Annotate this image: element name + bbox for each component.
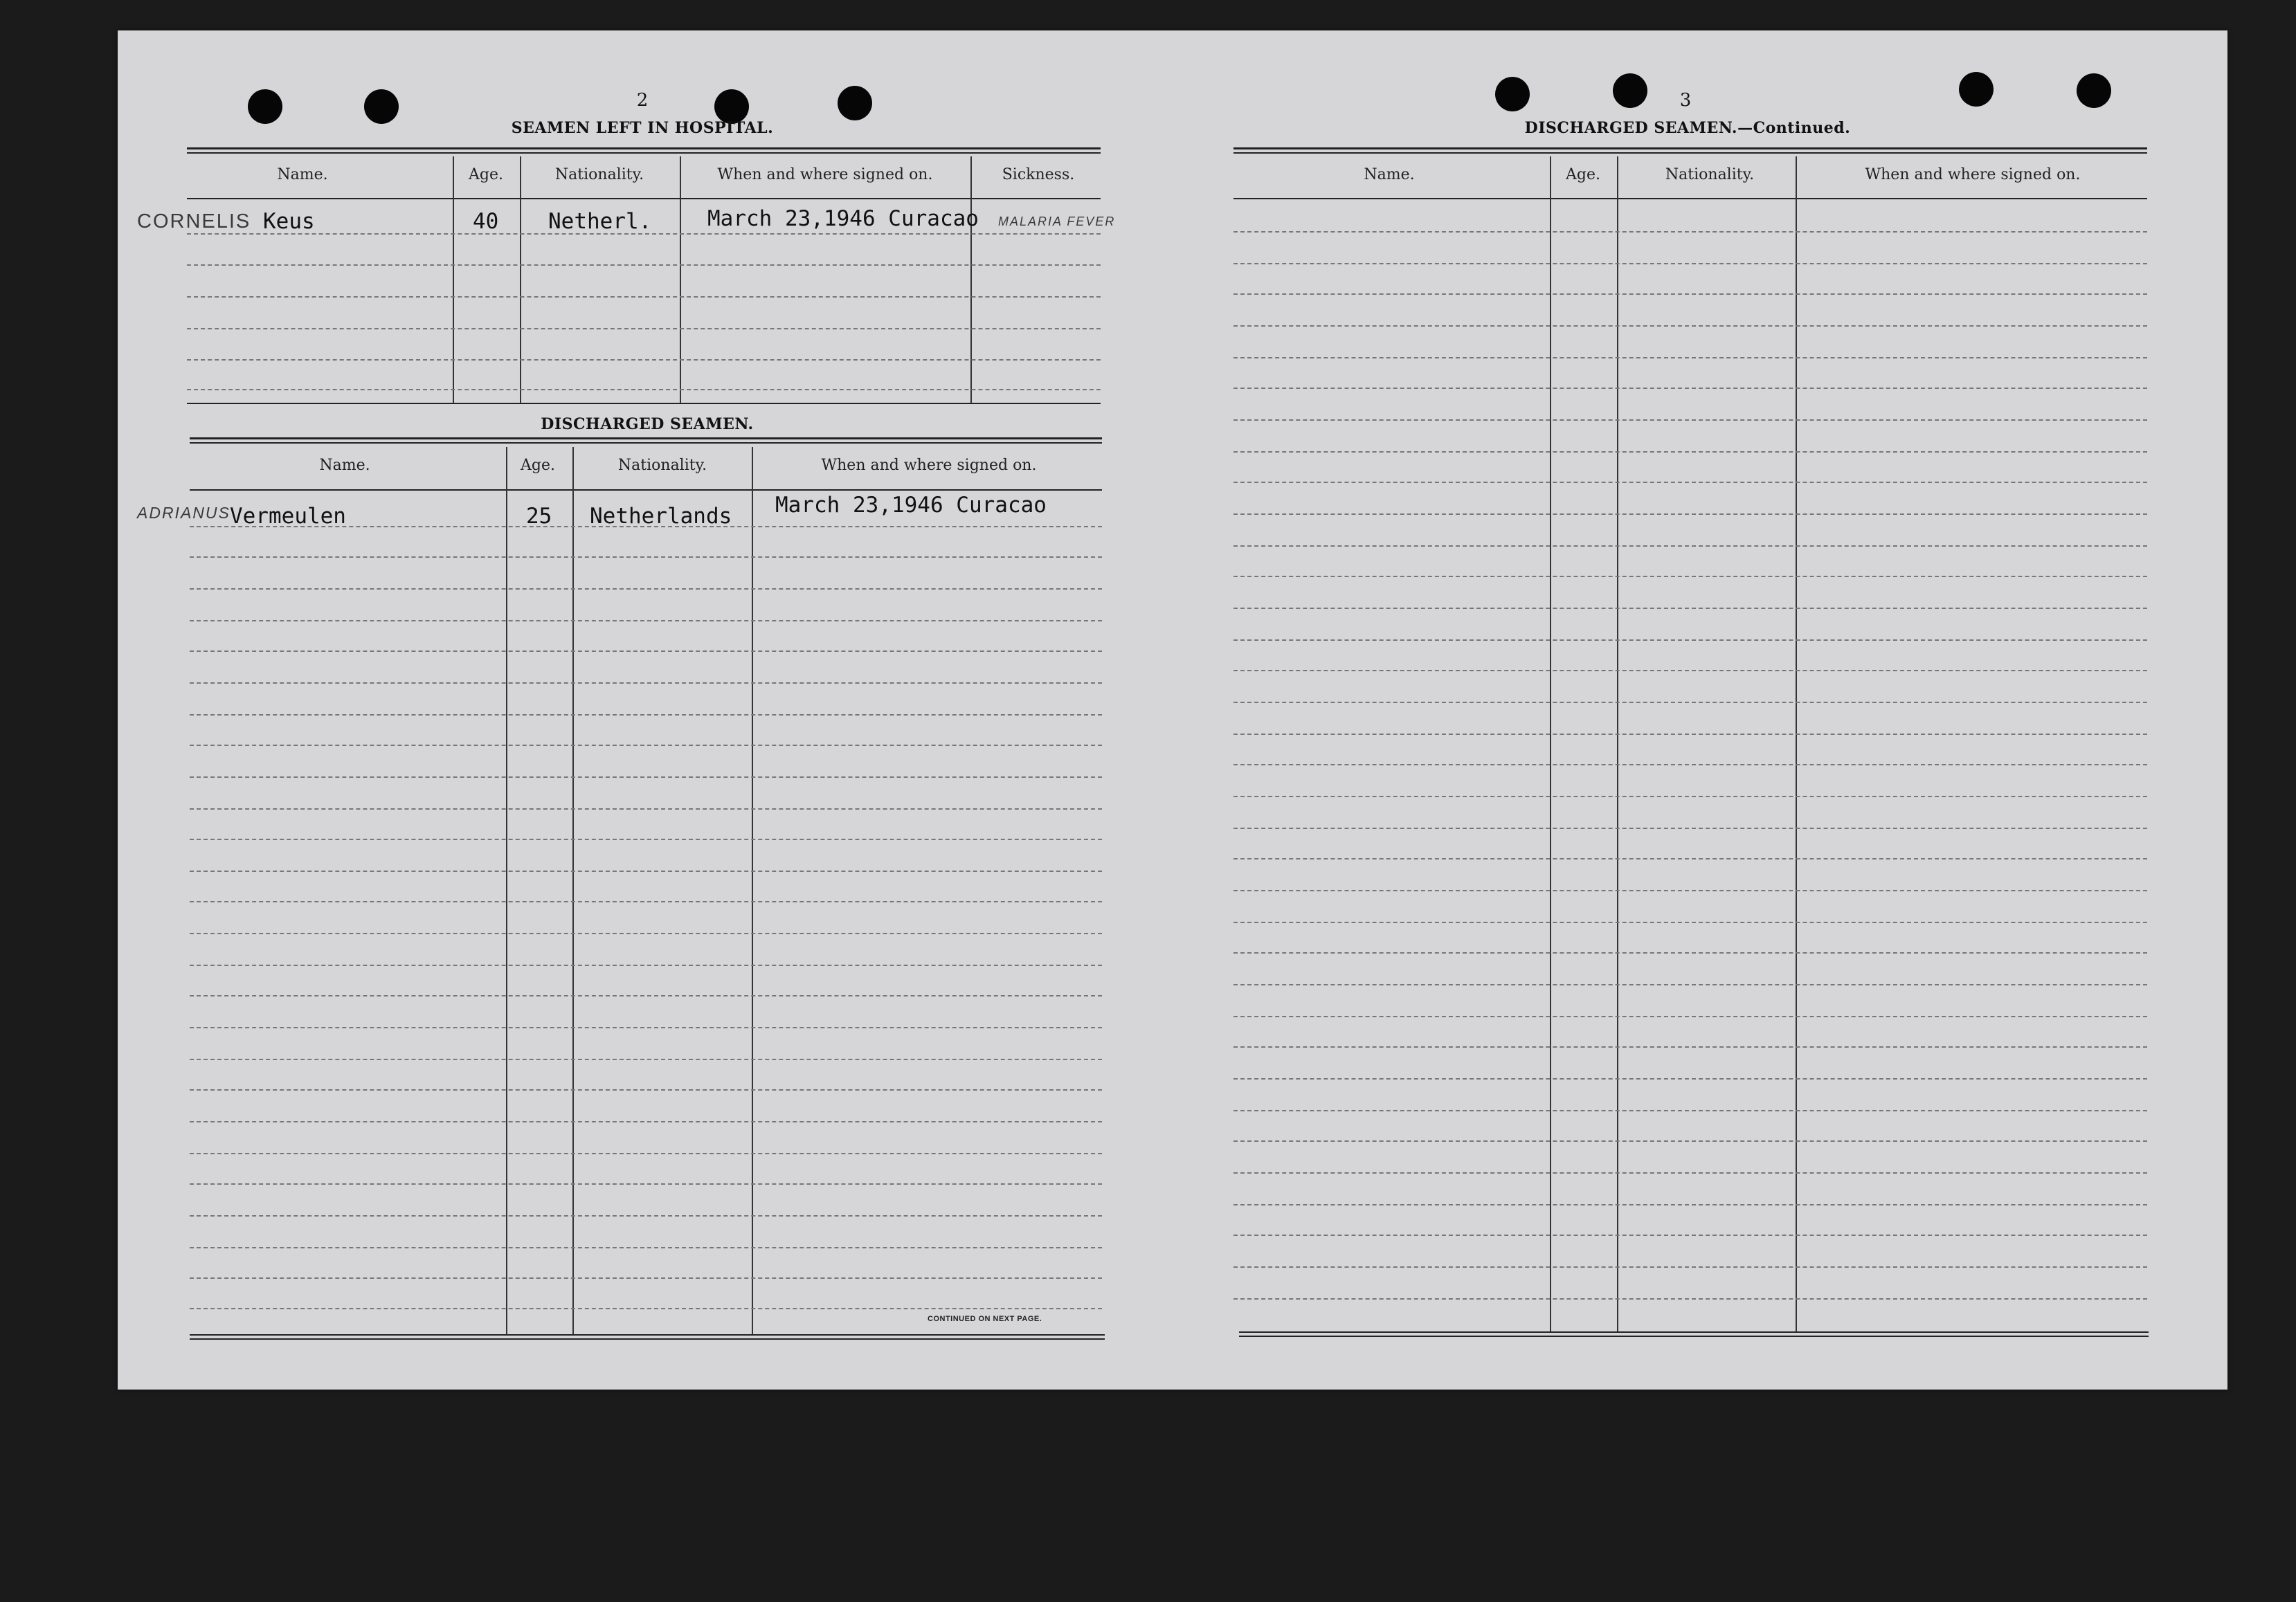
hospital-entry-sickness: MALARIA FEVER xyxy=(998,215,1116,228)
right-row-line xyxy=(1233,764,2147,765)
hospital-entry-first-name: CORNELIS xyxy=(137,210,251,233)
page-number-right: 3 xyxy=(1679,90,1692,111)
discharged-row-line xyxy=(190,1027,1102,1028)
right-row-line xyxy=(1233,1172,2147,1174)
discharged-row-line xyxy=(190,965,1102,966)
hospital-bottom-rule xyxy=(187,403,1101,404)
discharged-row-line xyxy=(190,901,1102,902)
hospital-header-name: Name. xyxy=(277,166,328,183)
discharged-header-nationality: Nationality. xyxy=(617,457,707,474)
hospital-row-line xyxy=(187,264,1101,266)
discharged-row-line xyxy=(190,1059,1102,1060)
right-header-nationality: Nationality. xyxy=(1665,166,1755,183)
right-row-line xyxy=(1233,670,2147,671)
hospital-entry-signed-on: March 23,1946 Curacao xyxy=(707,206,979,231)
hospital-divider-2 xyxy=(520,156,521,403)
hospital-top-rule xyxy=(187,147,1101,149)
discharged-row-line xyxy=(190,871,1102,872)
discharged-row-line xyxy=(190,650,1102,652)
right-row-line xyxy=(1233,293,2147,295)
discharged-header-signed-on: When and where signed on. xyxy=(821,457,1037,474)
right-header-age: Age. xyxy=(1566,166,1600,183)
right-header-signed-on: When and where signed on. xyxy=(1865,166,2081,183)
punch-hole-8 xyxy=(2077,73,2111,108)
discharged-section-title: DISCHARGED SEAMEN. xyxy=(541,415,754,433)
right-row-line xyxy=(1233,1266,2147,1268)
continued-section-title: DISCHARGED SEAMEN.—Continued. xyxy=(1524,119,1851,137)
right-row-line xyxy=(1233,576,2147,577)
right-row-line xyxy=(1233,952,2147,954)
right-row-line xyxy=(1233,419,2147,421)
discharged-header-name: Name. xyxy=(319,457,370,474)
hospital-header-sickness: Sickness. xyxy=(1002,166,1075,183)
discharged-row-line xyxy=(190,556,1102,558)
right-row-line xyxy=(1233,263,2147,264)
right-row-line xyxy=(1233,1078,2147,1080)
punch-hole-4 xyxy=(838,86,872,120)
discharged-entry-nationality: Netherlands xyxy=(590,504,732,529)
discharged-top-rule xyxy=(190,437,1102,439)
discharged-row-line xyxy=(190,714,1102,716)
discharged-bottom-rule-2 xyxy=(190,1338,1105,1340)
hospital-entry-surname: Keus xyxy=(263,209,315,234)
right-divider-3 xyxy=(1796,156,1797,1333)
right-row-line xyxy=(1233,639,2147,641)
right-bottom-rule-2 xyxy=(1239,1336,2149,1337)
hospital-row-line xyxy=(187,389,1101,390)
right-header-name: Name. xyxy=(1364,166,1415,183)
right-divider-1 xyxy=(1550,156,1551,1333)
discharged-row-line xyxy=(190,1277,1102,1279)
punch-hole-1 xyxy=(248,89,282,124)
right-row-line xyxy=(1233,1016,2147,1017)
hospital-header-rule xyxy=(187,198,1101,199)
discharged-divider-3 xyxy=(752,447,753,1334)
right-row-line xyxy=(1233,608,2147,609)
page-number-left: 2 xyxy=(636,90,649,111)
hospital-section-title: SEAMEN LEFT IN HOSPITAL. xyxy=(511,119,774,137)
right-row-line xyxy=(1233,545,2147,547)
hospital-row-line xyxy=(187,328,1101,329)
right-row-line xyxy=(1233,890,2147,891)
right-row-line xyxy=(1233,984,2147,985)
discharged-header-age: Age. xyxy=(521,457,555,474)
hospital-header-nationality: Nationality. xyxy=(554,166,644,183)
discharged-row-line xyxy=(190,745,1102,746)
discharged-row-line xyxy=(190,933,1102,934)
discharged-row-line xyxy=(190,682,1102,684)
discharged-row-line xyxy=(190,808,1102,810)
punch-hole-7 xyxy=(1959,72,1994,107)
right-row-line xyxy=(1233,1298,2147,1300)
hospital-entry-age: 40 xyxy=(473,209,499,234)
hospital-header-signed-on: When and where signed on. xyxy=(717,166,933,183)
hospital-header-age: Age. xyxy=(469,166,503,183)
hospital-divider-4 xyxy=(970,156,972,403)
right-row-line xyxy=(1233,858,2147,859)
discharged-row-line xyxy=(190,1247,1102,1248)
right-top-rule xyxy=(1233,147,2147,149)
discharged-header-rule xyxy=(190,489,1102,491)
discharged-row-line xyxy=(190,588,1102,590)
punch-hole-2 xyxy=(364,89,399,124)
right-row-line xyxy=(1233,388,2147,389)
right-row-line xyxy=(1233,325,2147,327)
right-row-line xyxy=(1233,513,2147,515)
hospital-divider-1 xyxy=(453,156,454,403)
discharged-row-line xyxy=(190,1215,1102,1217)
right-row-line xyxy=(1233,1204,2147,1205)
right-row-line xyxy=(1233,922,2147,923)
right-row-line xyxy=(1233,1235,2147,1236)
continued-footnote: CONTINUED ON NEXT PAGE. xyxy=(928,1315,1042,1323)
discharged-entry-signed-on: March 23,1946 Curacao xyxy=(775,493,1047,518)
right-row-line xyxy=(1233,1140,2147,1142)
discharged-row-line xyxy=(190,1183,1102,1185)
discharged-row-line xyxy=(190,1153,1102,1154)
discharged-row-line xyxy=(190,620,1102,621)
right-bottom-rule xyxy=(1239,1331,2149,1333)
hospital-entry-nationality: Netherl. xyxy=(548,209,652,234)
right-row-line xyxy=(1233,482,2147,483)
discharged-entry-first-name: ADRIANUS xyxy=(137,504,230,522)
discharged-row-line xyxy=(190,1121,1102,1122)
right-row-line xyxy=(1233,828,2147,829)
discharged-entry-age: 25 xyxy=(526,504,552,529)
discharged-entry-surname: Vermeulen xyxy=(230,504,346,529)
right-row-line xyxy=(1233,796,2147,797)
right-row-line xyxy=(1233,734,2147,735)
hospital-row-line xyxy=(187,359,1101,361)
discharged-divider-1 xyxy=(506,447,507,1334)
discharged-row-line xyxy=(190,839,1102,840)
punch-hole-5 xyxy=(1495,77,1530,111)
manifest-sheet xyxy=(118,30,2227,1390)
right-row-line xyxy=(1233,702,2147,703)
discharged-row-line xyxy=(190,776,1102,778)
hospital-divider-3 xyxy=(680,156,681,403)
punch-hole-6 xyxy=(1613,73,1647,108)
right-row-line xyxy=(1233,1046,2147,1048)
right-row-line xyxy=(1233,357,2147,358)
right-row-line xyxy=(1233,231,2147,233)
right-divider-2 xyxy=(1617,156,1618,1333)
discharged-row-line xyxy=(190,995,1102,996)
discharged-divider-2 xyxy=(572,447,574,1334)
right-header-rule xyxy=(1233,198,2147,199)
hospital-top-rule-2 xyxy=(187,152,1101,154)
discharged-row-line xyxy=(190,1089,1102,1091)
right-top-rule-2 xyxy=(1233,152,2147,154)
discharged-top-rule-2 xyxy=(190,442,1102,444)
hospital-row-line xyxy=(187,296,1101,298)
right-row-line xyxy=(1233,1110,2147,1111)
right-row-line xyxy=(1233,451,2147,453)
discharged-row-line xyxy=(190,1308,1102,1309)
discharged-bottom-rule xyxy=(190,1334,1105,1336)
